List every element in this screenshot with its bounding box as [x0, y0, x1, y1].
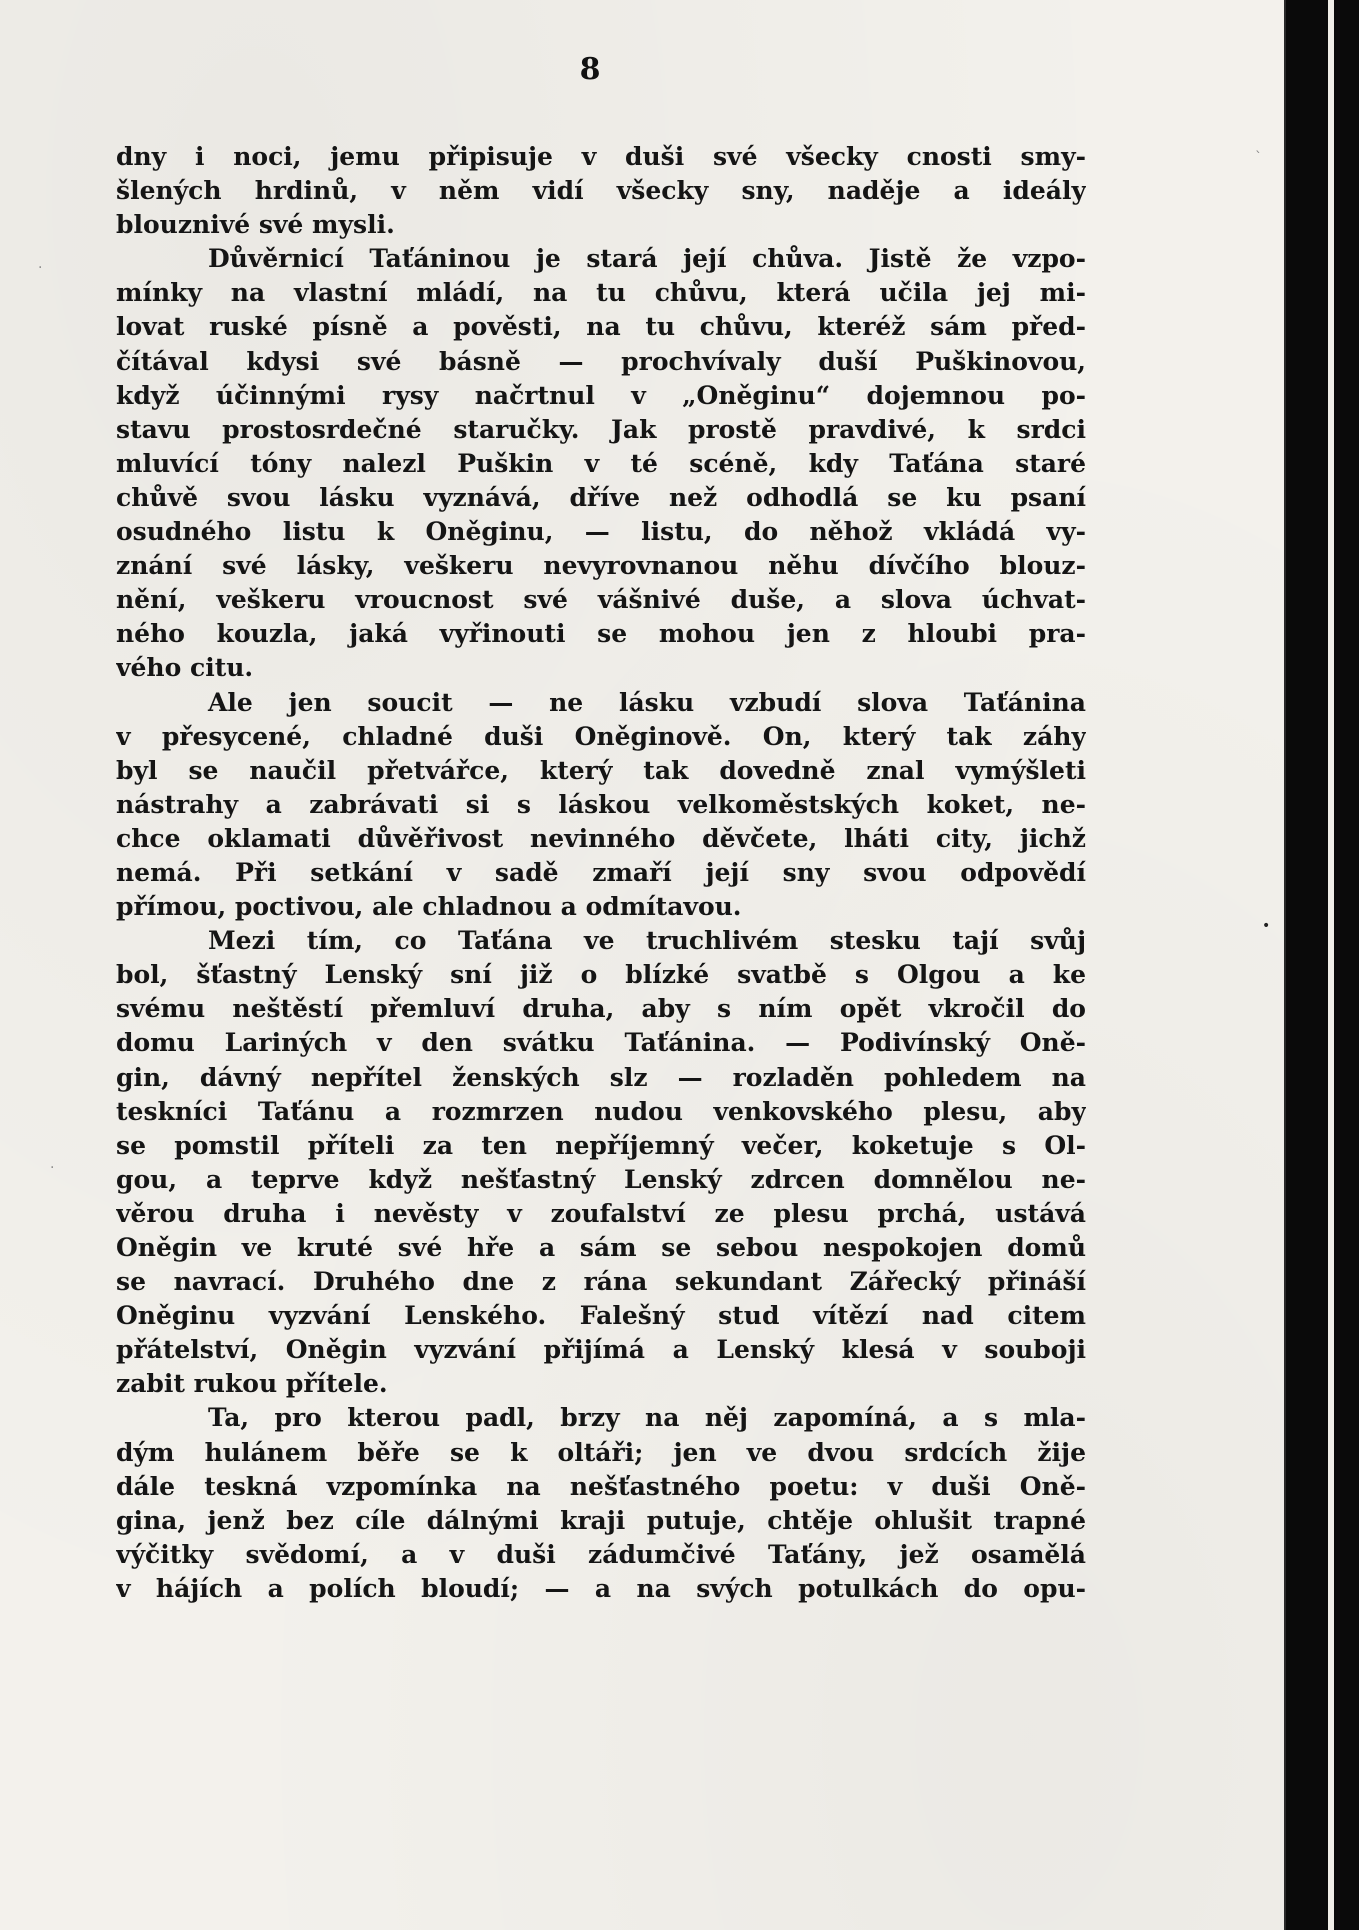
text-line: Mezi tím, co Taťána ve truchlivém stesku tají svůj: [208, 926, 1086, 956]
text-line: stavu prostosrdečné staručky. Jak prostě pravdivé, k srdci: [116, 414, 1086, 444]
text-line: věrou druha i nevěsty v zoufalství ze plesu prchá, ustává: [116, 1198, 1086, 1228]
text-line: v hájích a polích bloudí; — a na svých potulkách do opu-: [116, 1573, 1086, 1603]
text-line: znání své lásky, veškeru nevyrovnanou něhu dívčího blouz-: [116, 551, 1086, 581]
margin-speck: `: [1255, 150, 1262, 166]
text-line: přátelství, Oněgin vyzvání přijímá a Lenský klesá v souboji: [116, 1335, 1086, 1365]
text-line: gou, a teprve když nešťastný Lenský zdrcen domnělou ne-: [116, 1164, 1086, 1194]
text-line: dále teskná vzpomínka na nešťastného poetu: v duši Oně-: [116, 1471, 1086, 1501]
text-line: byl se naučil přetvářce, který tak dovedně znal vymýšleti: [116, 755, 1086, 785]
text-line: nástrahy a zabrávati si s láskou velkoměstských koket, ne-: [116, 789, 1086, 819]
text-line: lovat ruské písně a pověsti, na tu chůvu, kteréž sám před-: [116, 312, 1086, 342]
text-line: chůvě svou lásku vyznává, dříve než odhodlá se ku psaní: [116, 482, 1086, 512]
paragraph: [116, 686, 1086, 925]
text-line: gin, dávný nepřítel ženských slz — rozladěn pohledem na: [116, 1062, 1086, 1092]
text-line: mluvící tóny nalezl Puškin v té scéně, kdy Taťána staré: [116, 448, 1086, 478]
text-line: Ta, pro kterou padl, brzy na něj zapomíná, a s mla-: [208, 1403, 1086, 1433]
text-line: zabit rukou přítele.: [116, 1369, 388, 1399]
text-line: mínky na vlastní mládí, na tu chůvu, která učila jej mi-: [116, 278, 1086, 308]
text-line: přímou, poctivou, ale chladnou a odmítavou.: [116, 892, 742, 922]
text-line: šlených hrdinů, v něm vidí všecky sny, naděje a ideály: [116, 176, 1086, 206]
body-text: [116, 140, 1086, 1606]
text-line: svému neštěstí přemluví druha, aby s ním opět vkročil do: [116, 994, 1086, 1024]
text-line: výčitky svědomí, a v duši zádumčivé Taťány, jež osamělá: [116, 1539, 1086, 1569]
text-line: ného kouzla, jaká vyřinouti se mohou jen z hloubi pra-: [116, 619, 1086, 649]
scan-edge-line: [1328, 0, 1334, 1930]
text-line: dny i noci, jemu připisuje v duši své všecky cnosti smy-: [116, 142, 1086, 171]
text-line: gina, jenž bez cíle dálnými kraji putuje, chtěje ohlušit trapné: [116, 1505, 1086, 1535]
text-line: se pomstil příteli za ten nepříjemný večer, koketuje s Ol-: [116, 1130, 1086, 1160]
text-line: teskníci Taťánu a rozmrzen nudou venkovského plesu, aby: [116, 1096, 1086, 1126]
paragraph: [116, 1401, 1086, 1606]
text-line: chce oklamati důvěřivost nevinného děvčete, lháti city, jichž: [116, 823, 1086, 853]
text-line: vého citu.: [116, 653, 254, 683]
text-line: Ale jen soucit — ne lásku vzbudí slova Taťánina: [208, 687, 1086, 717]
paragraph: [116, 924, 1086, 1401]
margin-speck: ·: [50, 1160, 55, 1176]
text-line: když účinnými rysy načrtnul v „Oněginu“ dojemnou po-: [116, 380, 1086, 410]
text-line: v přesycené, chladné duši Oněginově. On, který tak záhy: [116, 721, 1086, 751]
text-line: osudného listu k Oněginu, — listu, do něhož vkládá vy-: [116, 517, 1086, 547]
text-line: blouznivé své mysli.: [116, 210, 395, 240]
text-line: Oněgin ve kruté své hře a sám se sebou nespokojen domů: [116, 1233, 1086, 1262]
scan-border: [1286, 0, 1359, 1930]
text-line: dým hulánem běře se k oltáři; jen ve dvou srdcích žije: [116, 1437, 1086, 1467]
text-line: domu Lariných v den svátku Taťánina. — Podivínský Oně-: [116, 1028, 1086, 1058]
text-line: se navrací. Druhého dne z rána sekundant Zářecký přináší: [116, 1267, 1086, 1297]
margin-speck: ·: [38, 260, 43, 276]
page-number: 8: [579, 52, 601, 87]
margin-speck: •: [1262, 918, 1271, 934]
text-line: nemá. Při setkání v sadě zmaří její sny svou odpovědí: [116, 857, 1086, 887]
text-line: Oněginu vyzvání Lenského. Falešný stud vítězí nad citem: [116, 1301, 1086, 1331]
text-line: čítával kdysi své básně — prochvívaly duší Puškinovou,: [116, 346, 1086, 376]
paragraph: [116, 140, 1086, 242]
text-line: nění, veškeru vroucnost své vášnivé duše, a slova úchvat-: [116, 585, 1086, 615]
text-line: bol, šťastný Lenský sní již o blízké svatbě s Olgou a ke: [116, 960, 1086, 990]
text-line: Důvěrnicí Taťáninou je stará její chůva. Jistě že vzpo-: [208, 244, 1086, 274]
paragraph: [116, 242, 1086, 685]
